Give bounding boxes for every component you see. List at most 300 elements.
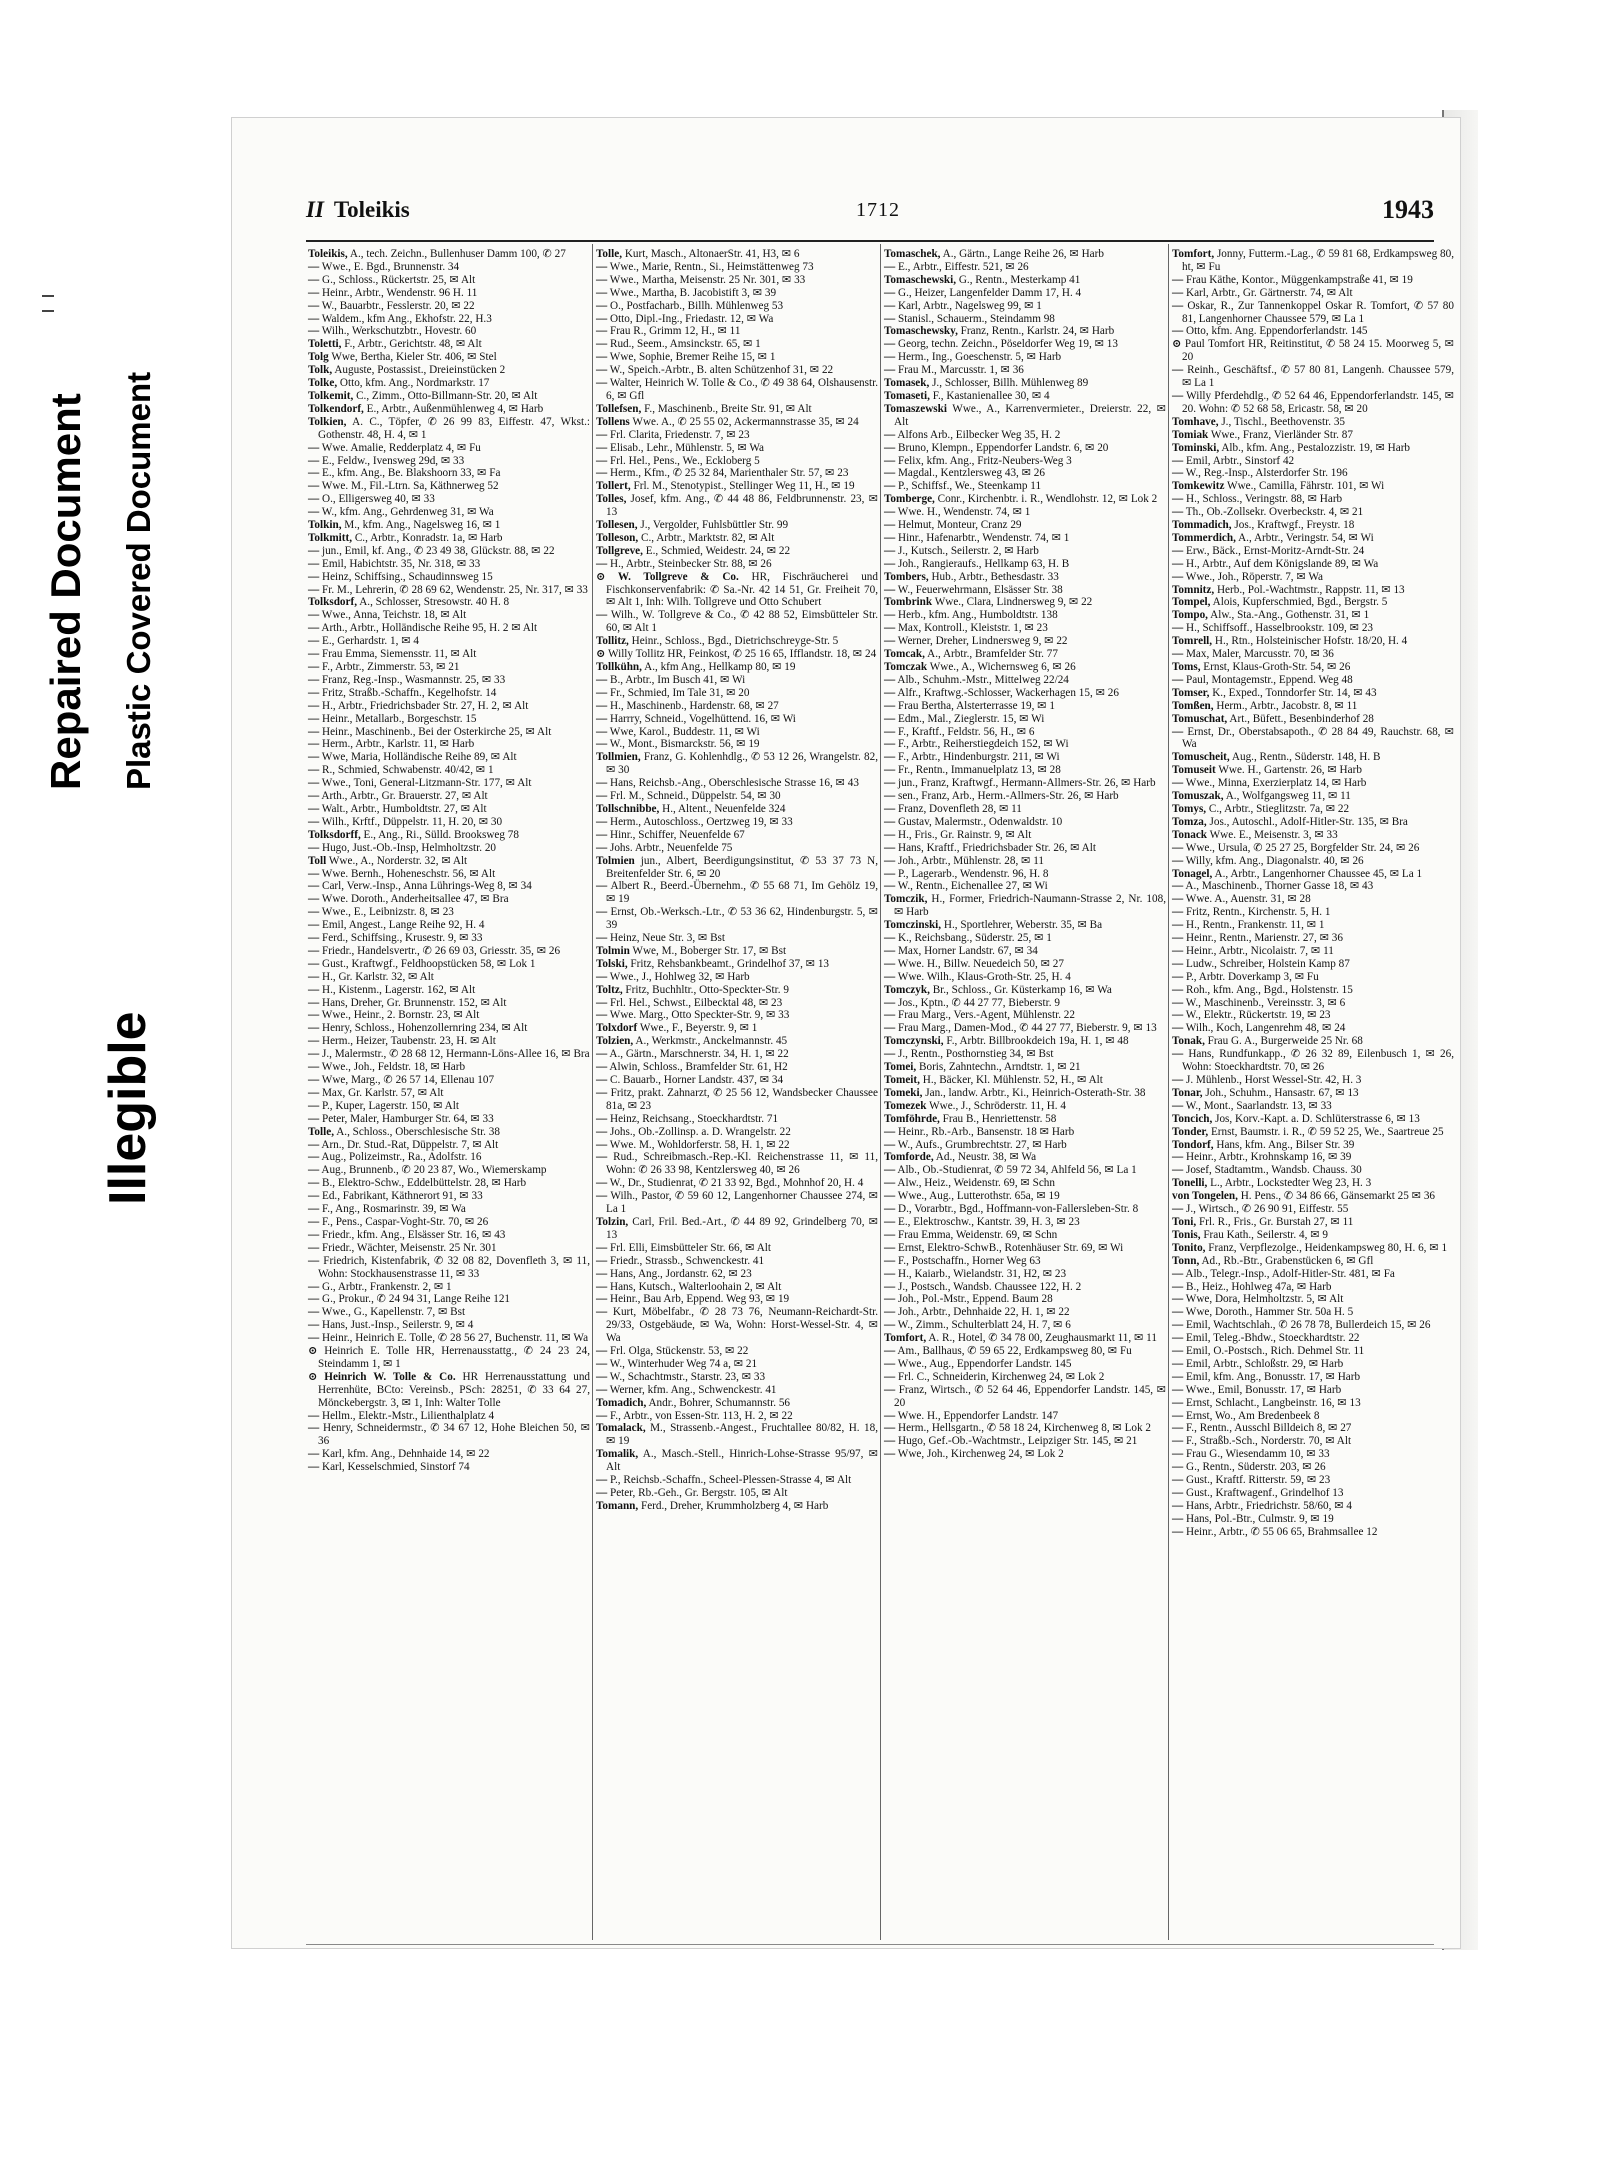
directory-entry — [306, 287, 594, 300]
entry-details: Harrry, Schneid., Vogelhüttend. 16, ✉ Wi — [607, 712, 796, 725]
entry-details: Jos., Autoschl., Adolf-Hitler-Str. 135, ✉ Bra — [1206, 815, 1408, 828]
entry-details: Andr., Bohrer, Schumannstr. 56 — [646, 1396, 791, 1409]
entry-name: — — [308, 1203, 320, 1216]
directory-entry — [594, 1306, 882, 1345]
entry-details: B., Heiz., Hohlweg 47a, ✉ Harb — [1183, 1280, 1332, 1293]
entry-name: — — [308, 1061, 320, 1074]
directory-entry — [306, 1126, 594, 1139]
entry-name: — — [308, 454, 320, 467]
margin-dash — [42, 310, 54, 312]
entry-name: — — [884, 725, 896, 738]
directory-entry — [1170, 338, 1458, 364]
entry-details: Heinr., Bau Arb, Eppend. Weg 93, ✉ 19 — [607, 1293, 790, 1306]
entry-name: — — [1172, 557, 1184, 570]
entry-details: Heinr., Arbtr., Krohnskamp 16, ✉ 39 — [1183, 1151, 1352, 1164]
directory-entry — [594, 364, 882, 377]
entry-details: F., Arbtr., Hindenburgstr. 211, ✉ Wi — [895, 751, 1060, 764]
entry-details: F., Arbtr., von Essen-Str. 113, H. 2, ✉ 22 — [607, 1409, 793, 1422]
directory-entry — [306, 1216, 594, 1229]
entry-name: — — [1172, 906, 1184, 919]
directory-entry — [882, 738, 1170, 751]
directory-entry — [594, 1448, 882, 1474]
entry-details: D., Vorarbtr., Bgd., Hoffmann-von-Fallersleben-Str. 8 — [895, 1203, 1139, 1216]
directory-entry — [1170, 300, 1458, 326]
directory-entry — [594, 1009, 882, 1022]
entry-details: G., Rentn., Süderstr. 203, ✉ 26 — [1183, 1461, 1326, 1474]
entry-name: — — [884, 1280, 896, 1293]
entry-details: Wwe. A., Auenstr. 31, ✉ 28 — [1183, 893, 1311, 906]
directory-entry — [882, 1345, 1170, 1358]
entry-name: — — [308, 1048, 320, 1061]
directory-entry — [306, 467, 594, 480]
entry-name: — — [308, 777, 320, 790]
entry-name: — — [308, 583, 320, 596]
directory-entry — [594, 1139, 882, 1152]
entry-name: Tomfort, — [1172, 248, 1215, 260]
entry-name: — — [1172, 1409, 1184, 1422]
entry-name: — — [1172, 880, 1184, 893]
entry-name: — — [884, 867, 896, 880]
entry-details: E., Elektroschw., Kantstr. 39, H. 3, ✉ 23 — [895, 1215, 1080, 1228]
directory-entry — [306, 648, 594, 661]
entry-details: Karl, Arbtr., Nagelsweg 99, ✉ 1 — [895, 299, 1042, 312]
directory-entry — [882, 855, 1170, 868]
directory-entry — [882, 1074, 1170, 1087]
entry-details: Frau Kath., Seilerstr. 4, ✉ 9 — [1200, 1228, 1328, 1241]
entry-name: — — [596, 880, 608, 893]
entry-name: — — [596, 1280, 608, 1293]
entry-details: Edm., Mal., Zieglerstr. 15, ✉ Wi — [895, 712, 1045, 725]
directory-entry — [594, 571, 882, 610]
entry-details: Alb., Telegr.-Insp., Adolf-Hitler-Str. 481, ✉ Fa — [1183, 1267, 1395, 1280]
directory-entry — [882, 377, 1170, 390]
entry-details: Wwe., J., Schröderstr. 11, H. 4 — [926, 1099, 1066, 1112]
entry-name: — — [308, 1293, 320, 1306]
entry-details: C., Arbtr., Stieglitzstr. 7a, ✉ 22 — [1206, 802, 1350, 815]
entry-name: — — [884, 312, 896, 325]
directory-entry — [882, 816, 1170, 829]
entry-details: Friedr., Handelsvertr., ✆ 26 69 03, Griesstr. 35, ✉ 26 — [319, 944, 561, 957]
directory-entry — [594, 1422, 882, 1448]
entry-details: Frau R., Grimm 12, H., ✉ 11 — [607, 325, 741, 338]
directory-entry — [594, 687, 882, 700]
entry-details: Wwe., Franz, Vierländer Str. 87 — [1208, 428, 1353, 441]
directory-entry — [1170, 455, 1458, 468]
entry-details: Frl. Clarita, Friedenstr. 7, ✉ 23 — [607, 428, 750, 441]
directory-entry — [594, 325, 882, 338]
directory-entry — [306, 584, 594, 597]
directory-entry — [306, 1293, 594, 1306]
entry-name: — — [596, 428, 608, 441]
entry-name: — — [1172, 1048, 1184, 1061]
directory-entry — [882, 351, 1170, 364]
directory-entry — [306, 1035, 594, 1048]
entry-name: Tomuscheit, — [1172, 751, 1230, 764]
entry-name: Tondorf, — [1172, 1138, 1214, 1151]
entry-name: — — [1172, 1151, 1184, 1164]
entry-name: Tolzien, — [596, 1035, 634, 1048]
entry-name: Tolkien, — [308, 415, 347, 428]
entry-details: R., Schmied, Schwabenstr. 40/42, ✉ 1 — [319, 764, 494, 777]
entry-details: Wwe, Bertha, Kieler Str. 406, ✉ Stel — [328, 351, 497, 364]
directory-entry — [1170, 1009, 1458, 1022]
entry-name: Tomaschek, — [884, 248, 941, 260]
directory-entry — [1170, 932, 1458, 945]
entry-name: Tollkühn, — [596, 661, 642, 673]
directory-entry — [882, 661, 1170, 674]
entry-name: Tombrink — [884, 596, 933, 609]
entry-details: Bruno, Klempn., Eppendorfer Landstr. 6, ✉ 20 — [895, 441, 1109, 454]
directory-entry — [882, 300, 1170, 313]
entry-name: — — [884, 880, 896, 893]
year-label: 1943 — [1382, 195, 1434, 224]
entry-details: A., Gärtn., Marschnerstr. 34, H. 1, ✉ 22 — [607, 1048, 789, 1061]
entry-name: — — [596, 286, 608, 299]
directory-entry — [1170, 1371, 1458, 1384]
entry-details: Waldem., kfm Ang., Ekhofstr. 22, H.3 — [319, 312, 492, 325]
entry-name: — — [1172, 1164, 1184, 1177]
entry-name: — — [1172, 725, 1184, 738]
entry-name: — — [596, 970, 608, 983]
entry-details: Elisab., Lehr., Mühlenstr. 5, ✉ Wa — [607, 441, 764, 454]
directory-entry — [1170, 1487, 1458, 1500]
directory-entry — [306, 1255, 594, 1281]
entry-details: Friedr., Wächter, Meisenstr. 25 Nr. 301 — [319, 1241, 497, 1254]
entry-details: Friedr., kfm. Ang., Elsässer Str. 16, ✉ 43 — [319, 1228, 506, 1241]
directory-entry — [882, 545, 1170, 558]
entry-details: Fritz, prakt. Zahnarzt, ✆ 25 56 12, Wandsbecker Chaussee 81a, ✉ 23 — [606, 1086, 878, 1112]
entry-details: Jos, Korv.-Kapt. a. D. Schlüterstrasse 6, ✉ 13 — [1212, 1112, 1420, 1125]
entry-details: P., Arbtr. Doverkamp 3, ✉ Fu — [1183, 970, 1319, 983]
directory-entry — [1170, 364, 1458, 390]
directory-entry — [882, 1410, 1170, 1423]
entry-details: Wwe. Amalie, Redderplatz 4, ✉ Fu — [319, 441, 481, 454]
directory-entry — [306, 1229, 594, 1242]
entry-details: Ernst, Ob.-Werksch.-Ltr., ✆ 53 36 62, Hindenburgstr. 5, ✉ 39 — [606, 906, 878, 932]
entry-name: Tomeit, — [884, 1074, 920, 1086]
entry-details: Georg, techn. Zeichn., Pöseldorfer Weg 19, ✉ 13 — [895, 338, 1118, 351]
entry-details: Ernst, Dr., Oberstabsapoth., ✆ 28 84 49, Rauchstr. 68, ✉ Wa — [1182, 725, 1454, 751]
directory-entry — [1170, 751, 1458, 764]
entry-name: — — [884, 609, 896, 622]
entry-name: — — [1172, 893, 1184, 906]
entry-details: W., Winterhuder Weg 74 a, ✉ 21 — [607, 1357, 758, 1370]
directory-entry — [1170, 532, 1458, 545]
entry-details: Fritz, Buchhltr., Otto-Speckter-Str. 9 — [622, 983, 789, 996]
entry-details: Wwe., Anna, Teichstr. 18, ✉ Alt — [319, 609, 467, 622]
entry-details: Wwe. E., Meisenstr. 3, ✉ 33 — [1207, 828, 1338, 841]
entry-details: Wilh., Krftf., Düppelstr. 11, H. 20, ✉ 30 — [319, 815, 503, 828]
entry-details: Ferd., Schiffsing., Krusestr. 9, ✉ 33 — [319, 932, 483, 945]
directory-entry — [882, 1151, 1170, 1164]
directory-entry — [594, 1371, 882, 1384]
entry-details: Aug., Rentn., Süderstr. 148, H. B — [1229, 751, 1381, 764]
directory-entry — [594, 1358, 882, 1371]
entry-details: J., Postsch., Wandsb. Chaussee 122, H. 2 — [895, 1280, 1082, 1293]
entry-name: — — [596, 351, 608, 364]
entry-name: — — [596, 1241, 608, 1254]
entry-details: Herm., Heizer, Taubenstr. 23, H. ✉ Alt — [319, 1035, 496, 1048]
entry-name: — — [308, 712, 320, 725]
entry-details: Wwe, Dora, Helmholtzstr. 5, ✉ Alt — [1183, 1293, 1344, 1306]
entry-details: Max, Maler, Marcusstr. 70, ✉ 36 — [1183, 648, 1334, 661]
entry-name: — — [596, 467, 608, 480]
directory-entry — [306, 661, 594, 674]
entry-name: — — [596, 1048, 608, 1061]
directory-entry — [882, 480, 1170, 493]
directory-entry — [882, 713, 1170, 726]
entry-name: Tolle, — [596, 248, 623, 260]
directory-entry — [1170, 1216, 1458, 1229]
entry-details: J., Vergolder, Fuhlsbüttler Str. 99 — [637, 519, 789, 532]
directory-entry — [594, 1074, 882, 1087]
entry-name: — — [308, 944, 320, 957]
directory-entry — [882, 313, 1170, 326]
entry-details: Emil, Habichtstr. 35, Nr. 318, ✉ 33 — [319, 557, 481, 570]
entry-details: J., Kutsch., Seilerstr. 2, ✉ Harb — [895, 544, 1039, 557]
directory-entry — [882, 609, 1170, 622]
entry-details: Hellm., Elektr.-Mstr., Lilienthalplatz 4 — [319, 1409, 495, 1422]
entry-name: — — [884, 286, 896, 299]
entry-details: Josef, Stadtamtm., Wandsb. Chauss. 30 — [1183, 1164, 1362, 1177]
entry-name: — — [308, 802, 320, 815]
entry-details: Emil, Teleg.-Bhdw., Stoeckhardtstr. 22 — [1183, 1332, 1360, 1345]
entry-name: Tomza, — [1172, 815, 1207, 828]
directory-entry — [306, 1022, 594, 1035]
entry-details: Willy Pferdehdlg., ✆ 52 64 46, Eppendorferlandstr. 145, ✉ 20. Wohn: ✆ 52 68 58, Ericastr. 58, ✉ 20 — [1182, 389, 1454, 415]
entry-details: F., Arbtr., Zimmerstr. 53, ✉ 21 — [319, 661, 460, 673]
entry-details: Wwe. M., Wohldorferstr. 58, H. 1, ✉ 22 — [607, 1138, 790, 1151]
entry-details: Josef, kfm. Ang., ✆ 44 48 86, Feldbrunnenstr. 23, ✉ 13 — [606, 493, 878, 519]
entry-name: Tollens — [596, 415, 630, 428]
directory-entry — [1170, 584, 1458, 597]
directory-entry — [594, 300, 882, 313]
directory-entry — [594, 416, 882, 429]
entry-name: — — [308, 493, 320, 506]
entry-name: von Tongelen, — [1172, 1190, 1238, 1203]
entry-name: — — [884, 1215, 896, 1228]
directory-entry — [306, 571, 594, 584]
entry-name: — — [884, 854, 896, 867]
entry-details: Karl, kfm. Ang., Dehnhaide 14, ✉ 22 — [319, 1448, 490, 1461]
directory-entry — [594, 738, 882, 751]
entry-name: — — [308, 880, 320, 893]
entry-name: — — [308, 1177, 320, 1190]
directory-entry — [594, 1216, 882, 1242]
entry-name: — — [884, 544, 896, 557]
entry-details: Hans, Ang., Jordanstr. 62, ✉ 23 — [607, 1267, 752, 1280]
entry-details: W., Mont., Bismarckstr. 56, ✉ 19 — [607, 738, 760, 751]
entry-name: — — [596, 377, 608, 390]
entry-name: — — [884, 1383, 896, 1396]
entry-details: Wwe, Doroth., Hammer Str. 50a H. 5 — [1183, 1306, 1354, 1319]
directory-entry — [1170, 906, 1458, 919]
directory-entry — [594, 751, 882, 777]
entry-name: — — [1172, 454, 1184, 467]
entry-name: — — [1172, 1319, 1184, 1332]
directory-entry — [882, 1009, 1170, 1022]
entry-name: — — [1172, 493, 1184, 506]
entry-name: — — [308, 648, 320, 661]
entry-name: Tolkmitt, — [308, 531, 353, 544]
header-title — [306, 197, 410, 223]
directory-entry — [882, 932, 1170, 945]
entry-details: Frau Marg., Vers.-Agent, Mühlenstr. 22 — [895, 1009, 1075, 1022]
entry-name: — — [884, 454, 896, 467]
directory-entry — [306, 1448, 594, 1461]
entry-name: — — [308, 1215, 320, 1228]
entry-name: Tollert, — [596, 480, 631, 493]
entry-details: Wwe., Toni, General-Litzmann-Str. 177, ✉ Alt — [319, 777, 532, 790]
entry-name: — — [1172, 1435, 1184, 1448]
entry-name: — — [1172, 1461, 1184, 1474]
directory-entry — [1170, 816, 1458, 829]
entry-name: Tomezek — [884, 1099, 927, 1112]
entry-details: Hans, Kutsch., Walterloohain 2, ✉ Alt — [607, 1280, 782, 1293]
entry-name: ⊙ Heinrich W. Tolle & Co. — [308, 1370, 456, 1383]
entry-name: — — [884, 1370, 896, 1383]
entry-details: Willy, kfm. Ang., Diagonalstr. 40, ✉ 26 — [1183, 854, 1364, 867]
entry-name: — — [1172, 299, 1184, 312]
entry-name: — — [596, 1190, 608, 1203]
entry-name: — — [884, 996, 896, 1009]
directory-entry — [594, 700, 882, 713]
entry-name: — — [596, 996, 608, 1009]
entry-name: Tollefsen, — [596, 402, 642, 415]
directory-entry — [1170, 661, 1458, 674]
directory-entry — [1170, 1048, 1458, 1074]
entry-details: Alw., Heiz., Weidenstr. 69, ✉ Schn — [895, 1177, 1055, 1190]
entry-name: — — [1172, 854, 1184, 867]
directory-entry — [594, 261, 882, 274]
directory-entry — [882, 919, 1170, 932]
directory-entry — [594, 1113, 882, 1126]
entry-details: Am., Ballhaus, ✆ 59 65 22, Erdkampsweg 80, ✉ Fu — [895, 1345, 1132, 1358]
entry-details: Arn., Dr. Stud.-Rat, Düppelstr. 7, ✉ Alt — [319, 1138, 499, 1151]
directory-entry — [306, 674, 594, 687]
entry-name: Tolxdorf — [596, 1022, 638, 1035]
entry-details: Wwe., Heinr., 2. Bornstr. 23, ✉ Alt — [319, 1009, 480, 1022]
directory-entry — [306, 480, 594, 493]
directory-entry — [594, 1268, 882, 1281]
entry-details: Frau Käthe, Kontor., Müggenkampstraße 41, ✉ 19 — [1183, 273, 1413, 286]
entry-name: — — [1172, 970, 1184, 983]
entry-name: Tollitz, — [596, 635, 629, 648]
scan-top-border — [0, 0, 1600, 45]
entry-name: Tomalik, — [596, 1448, 639, 1461]
entry-name: — — [884, 738, 896, 751]
entry-details: Stanisl., Schauerm., Steindamm 98 — [895, 312, 1055, 325]
directory-entry — [1170, 971, 1458, 984]
entry-details: E., Ang., Ri., Sülld. Brooksweg 78 — [360, 828, 519, 841]
entry-name: — — [308, 1099, 320, 1112]
entry-details: B., Arbtr., Im Busch 41, ✉ Wi — [607, 673, 746, 686]
entry-name: Tonito, — [1172, 1241, 1206, 1254]
entry-name: — — [596, 364, 608, 377]
entry-name: — — [1172, 1022, 1184, 1035]
directory-entry — [1170, 480, 1458, 493]
entry-name: — — [308, 1151, 320, 1164]
entry-name: — — [1172, 1074, 1184, 1086]
entry-name: — — [1172, 1267, 1184, 1280]
directory-entry — [882, 868, 1170, 881]
entry-details: Heinr., Rb.-Arb., Bansenstr. 18 ✉ Harb — [895, 1125, 1075, 1138]
entry-name: — — [596, 1409, 608, 1422]
entry-name: — — [308, 312, 320, 325]
column-3 — [882, 248, 1170, 1938]
entry-name: — — [884, 1022, 896, 1035]
entry-name: — — [596, 1009, 608, 1022]
entry-details: Br., Schloss., Gr. Küsterkamp 16, ✉ Wa — [929, 983, 1112, 996]
entry-name: — — [884, 1357, 896, 1370]
directory-entry — [1170, 880, 1458, 893]
entry-details: F., Kastanienallee 30, ✉ 4 — [929, 389, 1050, 402]
directory-entry — [1170, 855, 1458, 868]
entry-details: J., Rentn., Posthornstieg 34, ✉ Bst — [895, 1048, 1054, 1061]
column-4 — [1170, 248, 1458, 1938]
directory-entry — [306, 1113, 594, 1126]
entry-name: Tonar, — [1172, 1086, 1203, 1099]
entry-details: Ludw., Schreiber, Holstein Kamp 87 — [1183, 957, 1350, 970]
entry-details: Hans, Just.-Insp., Seilerstr. 9, ✉ 4 — [319, 1319, 474, 1332]
directory-entry — [306, 1281, 594, 1294]
entry-name: — — [596, 841, 608, 854]
entry-name: — — [308, 725, 320, 738]
entry-name: — — [308, 906, 320, 919]
directory-entry — [882, 1435, 1170, 1448]
entry-name: — — [884, 1190, 896, 1203]
entry-details: Frau B., Henriettenstr. 58 — [939, 1112, 1057, 1125]
entry-details: F., Maschinenb., Breite Str. 91, ✉ Alt — [641, 402, 812, 415]
entry-name: — — [884, 1306, 896, 1319]
entry-name: — — [884, 841, 896, 854]
directory-entry — [306, 609, 594, 622]
illegible-label: Illegible — [99, 1011, 157, 1205]
entry-details: A. R., Hotel, ✆ 34 78 00, Zeughausmarkt 11, ✉ 11 — [926, 1332, 1157, 1345]
entry-name: — — [884, 764, 896, 777]
entry-name: — — [1172, 1203, 1184, 1216]
entry-details: Otto, kfm. Ang. Eppendorferlandstr. 145 — [1183, 325, 1368, 338]
directory-entry — [882, 1371, 1170, 1384]
entry-details: A., Werkmstr., Anckelmannstr. 45 — [633, 1035, 788, 1048]
directory-entry — [882, 1203, 1170, 1216]
entry-details: Fritz, Rentn., Kirchenstr. 5, H. 1 — [1183, 906, 1331, 919]
entry-details: W., Reg.-Insp., Alsterdorfer Str. 196 — [1183, 467, 1348, 480]
directory-entry — [594, 480, 882, 493]
entry-name: — — [884, 364, 896, 377]
entry-name: — — [884, 260, 896, 273]
entry-details: H., Rentn., Frankenstr. 11, ✉ 1 — [1183, 919, 1325, 932]
entry-details: Jos., Kptn., ✆ 44 27 77, Bieberstr. 9 — [895, 996, 1060, 1009]
entry-details: A., Schloss., Oberschlesische Str. 38 — [334, 1125, 500, 1138]
directory-entry — [306, 1164, 594, 1177]
entry-details: Frau M., Marcusstr. 1, ✉ 36 — [895, 364, 1024, 377]
entry-details: F., Kraftf., Feldstr. 56, H., ✉ 6 — [895, 725, 1035, 738]
directory-entry — [1170, 1435, 1458, 1448]
entry-name: Toltz, — [596, 983, 623, 996]
entry-details: Wwe., A., Karrenvermieter., Dreierstr. 22, ✉ Alt — [894, 402, 1166, 428]
entry-name: — — [1172, 1396, 1184, 1409]
directory-entry — [1170, 390, 1458, 416]
entry-details: G., Arbtr., Frankenstr. 2, ✉ 1 — [319, 1280, 452, 1293]
entry-name: — — [1172, 467, 1184, 480]
directory-entry — [306, 1048, 594, 1061]
directory-entry — [1170, 893, 1458, 906]
directory-entry — [1170, 467, 1458, 480]
entry-details: Franz, Rentn., Karlstr. 24, ✉ Harb — [957, 325, 1115, 338]
entry-details: Wwe., G., Kapellenstr. 7, ✉ Bst — [319, 1306, 466, 1319]
entry-details: Frl. C., Schneiderin, Kirchenweg 24, ✉ Lok 2 — [895, 1370, 1105, 1383]
